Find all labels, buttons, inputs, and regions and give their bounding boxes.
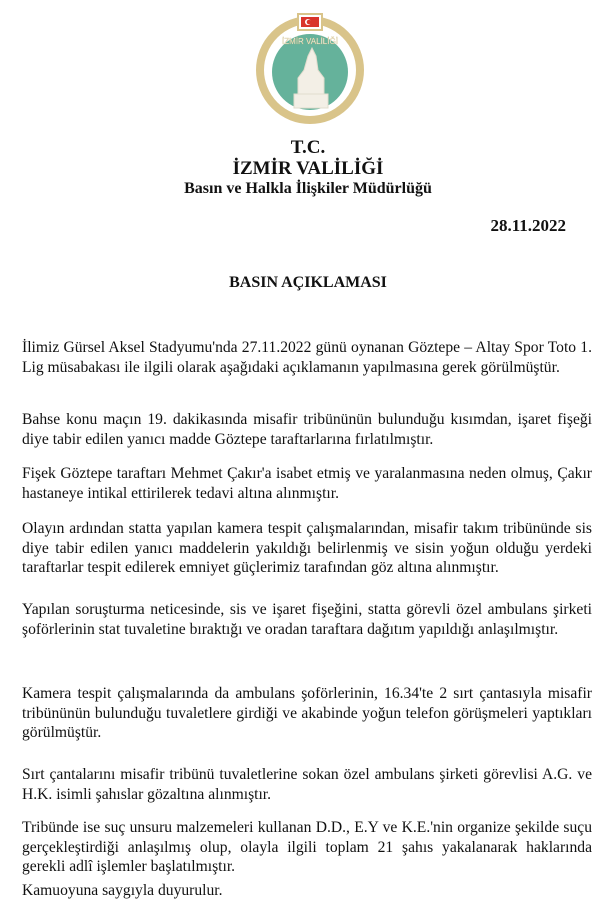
paragraph-7: Sırt çantalarını misafir tribünü tuvaletlerine sokan özel ambulans şirketi görevlisi A.G. ve H.K. isimli şahıslar gözaltına alınmıştır. (22, 766, 592, 803)
paragraph-3: Fişek Göztepe taraftarı Mehmet Çakır'a isabet etmiş ve yaralanmasına neden olmuş, Çakır hastaneye intikal ettirilerek tedavi altına alınmıştır. (22, 465, 592, 502)
header-governorship: İZMİR VALİLİĞİ (232, 158, 384, 179)
paragraph-8: Tribünde ise suç unsuru malzemeleri kullanan D.D., E.Y ve K.E.'nin organize şekilde suçu gerçekleştirdiği anlaşılmış olup, olayla ilgili toplam 21 şahıs yakalanarak haklarında gerekli adlî işlemler başlatılmıştır. (22, 819, 592, 875)
paragraph-6: Kamera tespit çalışmalarında da ambulans şoförlerinin, 16.34'te 2 sırt çantasıyla misafir tribününün bulunduğu tuvaletlere girdiği ve akabinde yoğun telefon görüşmeleri yaptıkları görülmüştür. (22, 685, 592, 741)
paragraph-5: Yapılan soruşturma neticesinde, sis ve işaret fişeğini, statta görevli özel ambulans şirketi şoförlerinin stat tuvaletine bıraktığı ve oradan taraftara dağıtım yapıldığı anlaşılmıştır. (22, 601, 592, 638)
paragraph-1: İlimiz Gürsel Aksel Stadyumu'nda 27.11.2022 günü oynanan Göztepe – Altay Spor Toto 1. Lig müsabakası ile ilgili olarak aşağıdaki açıklamanın yapılmasına gerek görülmüştür. (22, 339, 592, 376)
paragraph-2: Bahse konu maçın 19. dakikasında misafir tribününün bulunduğu kısımdan, işaret fişeği diye tabir edilen yanıcı madde Göztepe taraftarlarına fırlatılmıştır. (22, 411, 592, 448)
paragraph-4: Olayın ardından statta yapılan kamera tespit çalışmalarından, misafir takım tribününde sis diye tabir edilen yanıcı maddelerin yakıldığı belirlenmiş ve sisin yoğun olduğu yerdeki taraftarlar tespit edilerek emniyet güçlerimiz tarafından göz altına alınmıştır. (22, 520, 592, 576)
document-title: BASIN AÇIKLAMASI (229, 274, 387, 291)
header-tc: T.C. (290, 137, 326, 158)
letterhead (0, 138, 616, 199)
closing-line: Kamuoyuna saygıyla duyurulur. (22, 882, 223, 899)
header-department: Basın ve Halkla İlişkiler Müdürlüğü (184, 180, 432, 197)
seal-label: İZMİR VALİLİĞİ (282, 37, 338, 46)
izmir-governorship-seal-icon (254, 12, 366, 124)
document-date: 28.11.2022 (490, 216, 566, 235)
